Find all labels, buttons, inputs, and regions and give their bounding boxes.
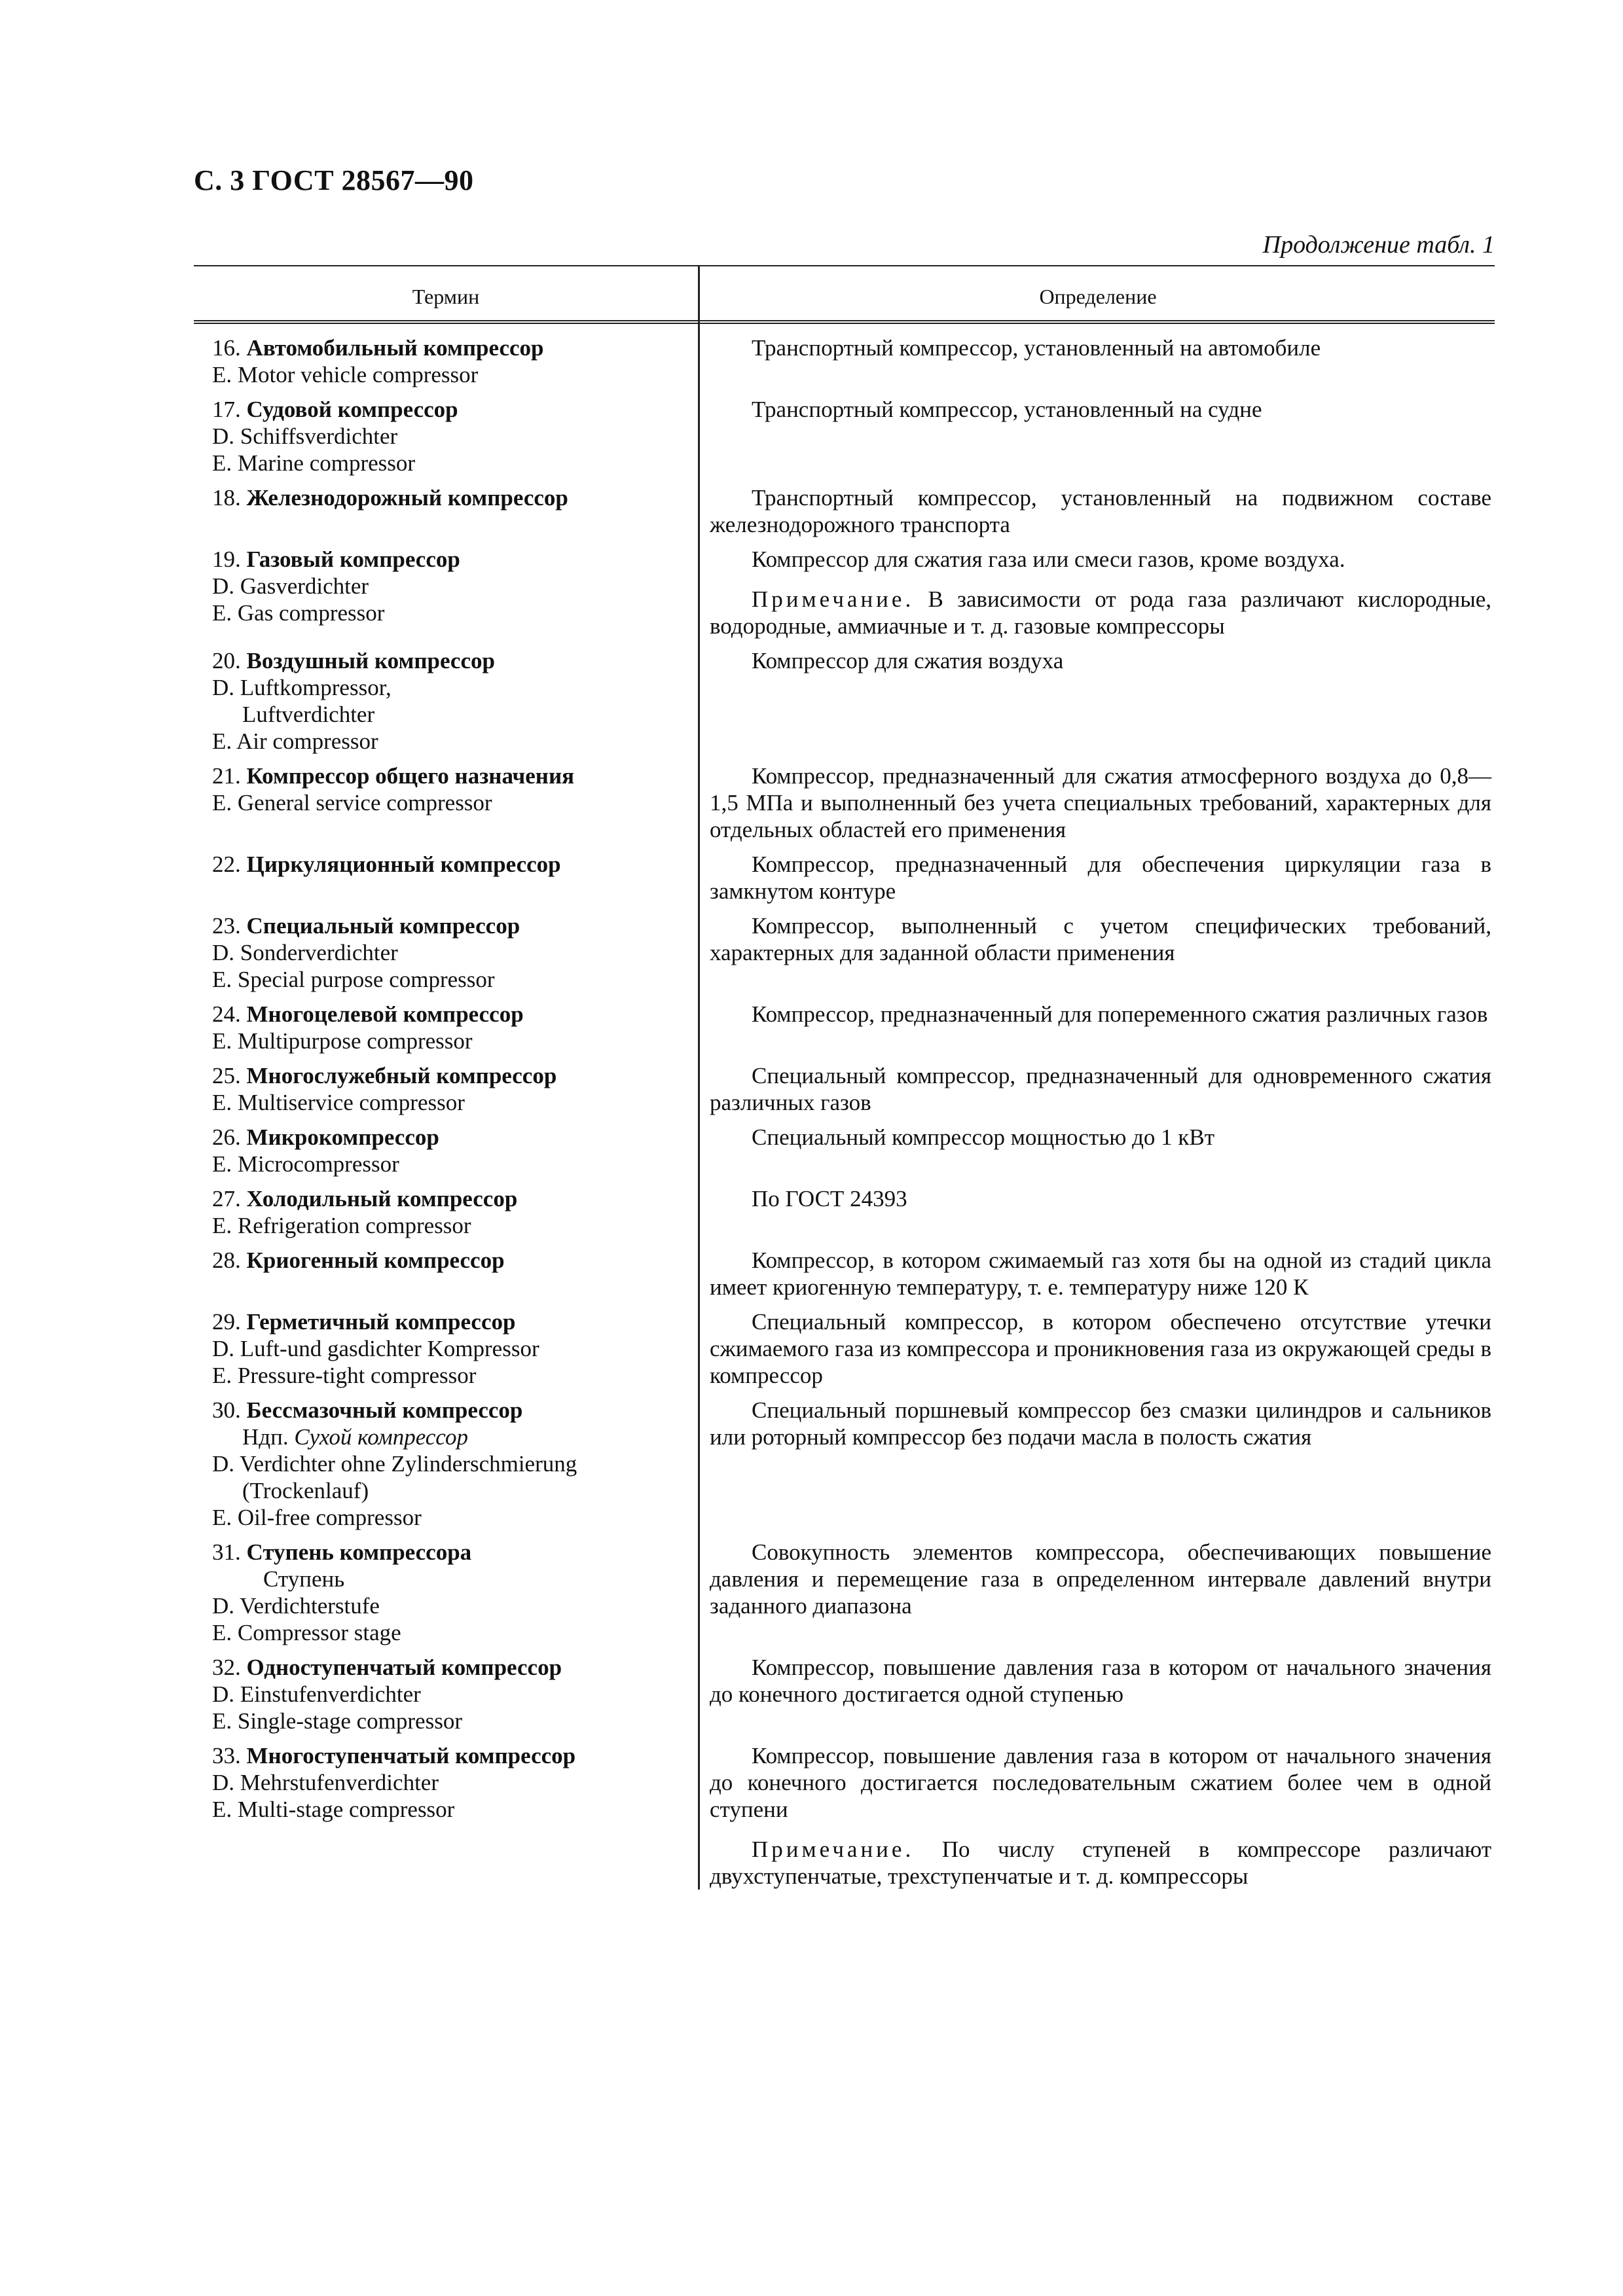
term-foreign: E. Motor vehicle compressor [212, 362, 479, 387]
table-row [194, 334, 1495, 388]
definition-note [710, 586, 1491, 639]
definition-text: Компрессор, предназначенный для обеспечения циркуляции газа в замкнутом контуре [710, 852, 1491, 904]
column-divider [698, 266, 700, 324]
term-number: 25. [212, 1063, 241, 1088]
term-cell [194, 762, 698, 843]
term-foreign: D. Schiffsverdichter [212, 423, 398, 449]
term-number: 33. [212, 1743, 241, 1768]
term-line [212, 1247, 691, 1274]
definition-cell [698, 396, 1491, 476]
term-line [212, 762, 691, 789]
definition-cell [698, 1001, 1491, 1054]
definition-cell [698, 1308, 1491, 1389]
terms-table [194, 265, 1495, 1890]
table-body [194, 324, 1495, 1890]
term-russian: Ступень компрессора [246, 1539, 472, 1565]
term-russian: Герметичный компрессор [246, 1309, 516, 1335]
term-number: 32. [212, 1655, 241, 1680]
term-russian: Железнодорожный компрессор [246, 485, 568, 511]
term-foreign: D. Mehrstufenverdichter [212, 1770, 439, 1795]
definition-cell [698, 1247, 1491, 1300]
term-russian: Компрессор общего назначения [246, 763, 575, 789]
term-number: 17. [212, 397, 241, 422]
term-foreign: E. Multiservice compressor [212, 1090, 465, 1115]
page-title: С. 3 ГОСТ 28567—90 [194, 164, 474, 196]
term-line [212, 396, 691, 423]
term-number: 28. [212, 1247, 241, 1273]
term-foreign: E. Air compressor [212, 728, 378, 754]
definition-text: Транспортный компрессор, установленный на судне [752, 397, 1262, 422]
table-row [194, 1124, 1495, 1177]
table-row [194, 484, 1495, 538]
note-text: В зависимости от рода газа различают кислородные, водородные, аммиачные и т. д. газовые компрессоры [710, 586, 1491, 639]
term-line [212, 1308, 691, 1335]
term-russian: Микрокомпрессор [246, 1124, 439, 1150]
term-foreign: E. Microcompressor [212, 1151, 399, 1177]
table-row [194, 546, 1495, 639]
term-russian: Воздушный компрессор [246, 648, 495, 673]
definition-cell [698, 1062, 1491, 1116]
table-row [194, 762, 1495, 843]
term-line [212, 546, 691, 573]
note-text: По числу ступеней в компрессоре различают двухступенчатые, трехступенчатые и т. д. компрессоры [710, 1837, 1491, 1889]
term-foreign: E. Refrigeration compressor [212, 1213, 471, 1238]
table-row [194, 647, 1495, 755]
definition-cell [698, 1539, 1491, 1646]
term-foreign: (Trockenlauf) [242, 1478, 369, 1503]
table-row [194, 851, 1495, 905]
column-divider [698, 324, 700, 1890]
term-russian: Многоступенчатый компрессор [246, 1743, 576, 1768]
table-row [194, 1001, 1495, 1054]
term-cell [194, 1124, 698, 1177]
term-russian: Автомобильный компрессор [246, 335, 544, 361]
term-number: 16. [212, 335, 241, 361]
column-header-term: Термин [412, 285, 480, 308]
definition-cell [698, 762, 1491, 843]
definition-cell [698, 1397, 1491, 1531]
term-cell [194, 1654, 698, 1734]
term-cell [194, 1539, 698, 1646]
term-foreign: D. Luftkompressor, [212, 675, 392, 700]
term-foreign: E. Multi-stage compressor [212, 1797, 455, 1822]
term-foreign: D. Luft-und gasdichter Kompressor [212, 1336, 539, 1361]
table-row [194, 396, 1495, 476]
term-number: 29. [212, 1309, 241, 1335]
definition-text: Специальный компрессор мощностью до 1 кВт [752, 1124, 1215, 1150]
term-russian: Бессмазочный компрессор [246, 1397, 523, 1423]
definition-cell [698, 546, 1491, 639]
table-continuation-label: Продолжение табл. 1 [1262, 231, 1495, 259]
definition-text: Компрессор для сжатия газа или смеси газов, кроме воздуха. [752, 547, 1345, 572]
definition-cell [698, 912, 1491, 993]
term-line [212, 1654, 691, 1681]
table-row [194, 1062, 1495, 1116]
term-cell [194, 1185, 698, 1239]
table-row [194, 1247, 1495, 1300]
term-cell [194, 1062, 698, 1116]
term-russian: Многоцелевой компрессор [246, 1001, 524, 1027]
term-russian: Циркуляционный компрессор [246, 852, 561, 877]
term-synonym: Ступень [263, 1566, 345, 1592]
definition-cell [698, 1654, 1491, 1734]
table-row [194, 1539, 1495, 1646]
term-line [212, 851, 691, 878]
definition-text: Специальный компрессор, в котором обеспечено отсутствие утечки сжимаемого газа из компрессора и проникновения газа из окружающей среды в компрессор [710, 1309, 1491, 1388]
term-line [212, 1001, 691, 1028]
term-foreign: E. General service compressor [212, 790, 492, 816]
deprecated-label: Ндп. [242, 1424, 289, 1450]
term-foreign: E. Oil-free compressor [212, 1505, 422, 1530]
term-line [212, 1124, 691, 1151]
term-foreign: D. Gasverdichter [212, 573, 369, 599]
term-line [212, 1185, 691, 1212]
term-foreign: D. Einstufenverdichter [212, 1681, 421, 1707]
term-number: 27. [212, 1186, 241, 1211]
term-line [212, 1742, 691, 1769]
definition-cell [698, 1124, 1491, 1177]
term-cell [194, 647, 698, 755]
term-russian: Криогенный компрессор [246, 1247, 505, 1273]
definition-text: Компрессор, предназначенный для сжатия атмосферного воздуха до 0,8—1,5 МПа и выполненный без учета специальных требований, характерных для отдельных областей его применения [710, 763, 1491, 842]
term-line [212, 1062, 691, 1089]
term-foreign: E. Pressure-tight compressor [212, 1363, 477, 1388]
definition-cell [698, 647, 1491, 755]
definition-text: По ГОСТ 24393 [752, 1186, 907, 1211]
term-russian: Многослужебный компрессор [246, 1063, 557, 1088]
table-row [194, 1308, 1495, 1389]
definition-text: Специальный компрессор, предназначенный для одновременного сжатия различных газов [710, 1063, 1491, 1115]
term-foreign: Luftverdichter [242, 702, 375, 727]
term-cell [194, 1742, 698, 1890]
term-line [212, 647, 691, 674]
term-foreign: E. Marine compressor [212, 450, 416, 476]
term-foreign: D. Verdichterstufe [212, 1593, 380, 1619]
definition-text: Компрессор, выполненный с учетом специфических требований, характерных для заданной области применения [710, 913, 1491, 965]
term-foreign: E. Multipurpose compressor [212, 1028, 473, 1054]
table-header [194, 265, 1495, 324]
term-foreign: E. Gas compressor [212, 600, 385, 626]
term-foreign: D. Verdichter ohne Zylinderschmierung [212, 1451, 577, 1477]
term-cell [194, 1308, 698, 1389]
deprecated-term: Сухой компрессор [294, 1424, 468, 1450]
term-number: 23. [212, 913, 241, 939]
table-row [194, 1397, 1495, 1531]
table-row [194, 1185, 1495, 1239]
term-number: 22. [212, 852, 241, 877]
term-cell [194, 546, 698, 639]
definition-cell [698, 1742, 1491, 1890]
term-cell [194, 396, 698, 476]
term-line [212, 912, 691, 939]
term-number: 18. [212, 485, 241, 511]
table-row [194, 1742, 1495, 1890]
term-cell [194, 1397, 698, 1531]
definition-text: Компрессор для сжатия воздуха [752, 648, 1064, 673]
term-russian: Холодильный компрессор [246, 1186, 518, 1211]
definition-text: Специальный поршневый компрессор без смазки цилиндров и сальников или роторный компрессор без подачи масла в полость сжатия [710, 1397, 1491, 1450]
term-cell [194, 1001, 698, 1054]
definition-note [710, 1836, 1491, 1890]
definition-cell [698, 851, 1491, 905]
definition-text: Транспортный компрессор, установленный на автомобиле [752, 335, 1321, 361]
note-label: Примечание. [752, 1837, 915, 1862]
definition-text: Компрессор, предназначенный для попеременного сжатия различных газов [752, 1001, 1488, 1027]
term-number: 21. [212, 763, 241, 789]
definition-text: Совокупность элементов компрессора, обеспечивающих повышение давления и перемещение газа в определенном интервале давлений внутри заданного диапазона [710, 1539, 1491, 1619]
term-number: 31. [212, 1539, 241, 1565]
term-number: 30. [212, 1397, 241, 1423]
term-number: 24. [212, 1001, 241, 1027]
term-foreign: E. Single-stage compressor [212, 1708, 462, 1734]
term-russian: Газовый компрессор [246, 547, 460, 572]
table-row [194, 1654, 1495, 1734]
definition-cell [698, 334, 1491, 388]
term-number: 19. [212, 547, 241, 572]
definition-text: Компрессор, повышение давления газа в котором от начального значения до конечного достигается последовательным сжатием более чем в одной ступени [710, 1743, 1491, 1822]
term-russian: Специальный компрессор [246, 913, 520, 939]
definition-text: Компрессор, повышение давления газа в котором от начального значения до конечного достигается одной ступенью [710, 1655, 1491, 1707]
term-foreign: D. Sonderverdichter [212, 940, 398, 965]
term-line [212, 1539, 691, 1566]
term-cell [194, 1247, 698, 1300]
table-row [194, 912, 1495, 993]
term-line [212, 1397, 691, 1424]
column-header-definition: Определение [1039, 285, 1157, 308]
term-russian: Судовой компрессор [246, 397, 458, 422]
term-foreign: E. Special purpose compressor [212, 967, 495, 992]
term-number: 20. [212, 648, 241, 673]
term-cell [194, 912, 698, 993]
term-cell [194, 484, 698, 538]
note-label: Примечание. [752, 586, 915, 612]
term-foreign: E. Compressor stage [212, 1620, 401, 1645]
term-deprecated [212, 1424, 691, 1450]
term-cell [194, 851, 698, 905]
term-line [212, 334, 691, 361]
definition-text: Компрессор, в котором сжимаемый газ хотя бы на одной из стадий цикла имеет криогенную температуру, т. е. температуру ниже 120 К [710, 1247, 1491, 1300]
definition-cell [698, 484, 1491, 538]
definition-cell [698, 1185, 1491, 1239]
definition-text: Транспортный компрессор, установленный на подвижном составе железнодорожного транспорта [710, 485, 1491, 537]
term-russian: Одноступенчатый компрессор [246, 1655, 562, 1680]
term-number: 26. [212, 1124, 241, 1150]
term-cell [194, 334, 698, 388]
term-line [212, 484, 691, 511]
